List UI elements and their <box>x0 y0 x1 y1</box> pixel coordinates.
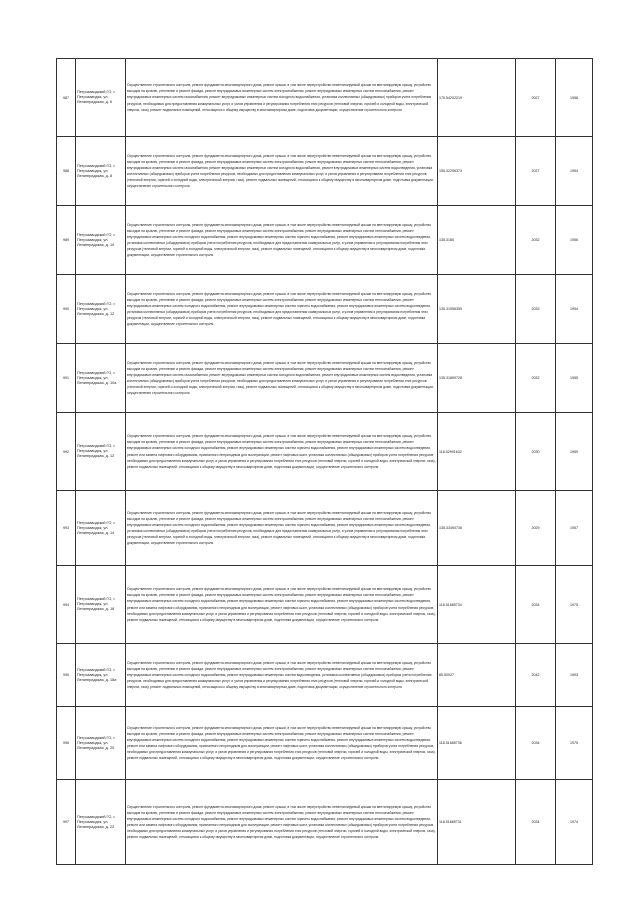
planned-year: 2034 <box>516 707 556 780</box>
table-row <box>57 491 593 566</box>
row-number: 989 <box>57 206 76 275</box>
row-number: 993 <box>57 491 76 566</box>
planned-year: 2034 <box>516 780 556 865</box>
row-number: 987 <box>57 59 76 137</box>
planned-year: 2032 <box>516 206 556 275</box>
works-table-body <box>57 59 593 865</box>
row-number: 997 <box>57 780 76 865</box>
work-cost: 118.52991632 <box>438 413 516 491</box>
build-year: 1975 <box>556 707 593 780</box>
house-address: Петрозаводский ГО, г. Петрозаводск, ул. Ленинградская, д. 8 <box>76 137 126 206</box>
house-address: Петрозаводский ГО, г. Петрозаводск, ул. Ленинградская, д. 12 <box>76 413 126 491</box>
build-year: 1954 <box>556 137 593 206</box>
work-cost: 135.33490736 <box>438 491 516 566</box>
table-row <box>57 206 593 275</box>
work-cost: 135.31899728 <box>438 344 516 413</box>
build-year: 1975 <box>556 566 593 644</box>
table-row <box>57 707 593 780</box>
table-row <box>57 644 593 707</box>
house-address: Петрозаводский ГО, г. Петрозаводск, ул. Ленинградская, д. 10 <box>76 206 126 275</box>
work-cost: 118.51689731 <box>438 780 516 865</box>
row-number: 995 <box>57 644 76 707</box>
works-description: Осуществление строительного контроля, ремонт фундамента многоквартирного дома, ремонт крыши, в том числе переустройство невентилируемой крыши на вентилируемую крышу, устройство выходов на кровлю, утепление и ремонт фасада, ремонт внутридомовых инженерных систем электроснабжения, ремонт внутридомовых инженерных систем теплоснабжения, ремонт внутридомовых инженерных систем холодного водоснабжения, ремонт внутридомовых инженерных систем водоотведения, установка коллективных (общедомовых) приборов учета потребления ресурсов, необходимых для предоставления коммунальных услуг, и узлов управления и регулирования потребления этих ресурсов (тепловой энергии, горячей и холодной воды, электрической энергии, газа), ремонт подвальных помещений, относящихся к общему имуществу в многоквартирном доме, подготовка документации, осуществление строительного контроля <box>126 644 438 707</box>
house-address: Петрозаводский ГО, г. Петрозаводск, ул. Ленинградская, д. 22 <box>76 780 126 865</box>
work-cost: 175.54202219 <box>438 59 516 137</box>
build-year: 1993 <box>556 644 593 707</box>
build-year: 1956 <box>556 206 593 275</box>
build-year: 1974 <box>556 780 593 865</box>
row-number: 996 <box>57 707 76 780</box>
build-year: 1955 <box>556 344 593 413</box>
work-cost: 118.51685734 <box>438 566 516 644</box>
house-address: Петрозаводский ГО, г. Петрозаводск, ул. Ленинградская, д. 14 <box>76 491 126 566</box>
build-year: 1954 <box>556 275 593 344</box>
table-row <box>57 275 593 344</box>
planned-year: 2030 <box>516 413 556 491</box>
works-table <box>56 58 593 865</box>
work-cost: 135.31956355 <box>438 275 516 344</box>
planned-year: 2027 <box>516 59 556 137</box>
table-row <box>57 413 593 491</box>
planned-year: 2032 <box>516 275 556 344</box>
row-number: 992 <box>57 413 76 491</box>
house-address: Петрозаводский ГО, г. Петрозаводск, ул. Ленинградская, д. 10а <box>76 344 126 413</box>
table-row <box>57 780 593 865</box>
work-cost: 135.3185 <box>438 206 516 275</box>
works-description: Осуществление строительного контроля, ремонт фундамента многоквартирного дома, ремонт крыши, в том числе переустройство невентилируемой крыши на вентилируемую крышу, устройство выходов на кровлю, утепление и ремонт фасада, ремонт внутридомовых инженерных систем электроснабжения, ремонт внутридомовых инженерных систем теплоснабжения, ремонт внутридомовых инженерных систем газоснабжения, ремонт внутридомовых инженерных систем холодного водоснабжения, ремонт внутридомовых инженерных систем водоотведения, установка коллективных (общедомовых) приборов учета потребления ресурсов, необходимых для предоставления коммунальных услуг, и узлов управления и регулирования потребления этих ресурсов (тепловой энергии, горячей и холодной воды, электрической энергии, газа), ремонт подвальных помещений, относящихся к общему имуществу в многоквартирном доме, подготовка документации, осуществление строительного контроля <box>126 137 438 206</box>
table-row <box>57 344 593 413</box>
planned-year: 2027 <box>516 137 556 206</box>
works-description: Осуществление строительного контроля, ремонт фундамента многоквартирного дома, ремонт крыши, в том числе переустройство невентилируемой крыши на вентилируемую крышу, устройство выходов на кровлю, утепление и ремонт фасада, ремонт внутридомовых инженерных систем электроснабжения, ремонт внутридомовых инженерных систем теплоснабжения, ремонт внутридомовых инженерных систем газоснабжения, ремонт внутридомовых инженерных систем холодного водоснабжения, ремонт внутридомовых инженерных систем водоотведения, установка коллективных (общедомовых) приборов учета потребления ресурсов, необходимых для предоставления коммунальных услуг, и узлов управления и регулирования потребления этих ресурсов (тепловой энергии, горячей и холодной воды, электрической энергии, газа), ремонт подвальных помещений, относящихся к общему имуществу в многоквартирном доме, подготовка документации, осуществление строительного контроля <box>126 344 438 413</box>
works-description: Осуществление строительного контроля, ремонт фундамента многоквартирного дома, ремонт крыши, в том числе переустройство невентилируемой крыши на вентилируемую крышу, устройство выходов на кровлю, утепление и ремонт фасада, ремонт внутридомовых инженерных систем электроснабжения, ремонт внутридомовых инженерных систем теплоснабжения, ремонт внутридомовых инженерных систем холодного водоснабжения, ремонт внутридомовых инженерных систем горячего водоснабжения, ремонт внутридомовых инженерных систем водоотведения, ремонт или замена лифтового оборудования, признанного непригодным для эксплуатации, ремонт лифтовых шахт, установка коллективных (общедомовых) приборов учета потребления ресурсов, необходимых для предоставления коммунальных услуг, и узлов управления и регулирования потребления этих ресурсов (тепловой энергии, горячей и холодной воды, электрической энергии, газа), ремонт подвальных помещений, относящихся к общему имуществу в многоквартирном доме, подготовка документации, осуществление строительного контроля <box>126 413 438 491</box>
works-description: Осуществление строительного контроля, ремонт фундамента многоквартирного дома, ремонт крыши, в том числе переустройство невентилируемой крыши на вентилируемую крышу, устройство выходов на кровлю, утепление и ремонт фасада, ремонт внутридомовых инженерных систем электроснабжения, ремонт внутридомовых инженерных систем теплоснабжения, ремонт внутридомовых инженерных систем холодного водоснабжения, ремонт внутридомовых инженерных систем горячего водоснабжения, ремонт внутридомовых инженерных систем водоотведения, установка коллективных (общедомовых) приборов учета потребления ресурсов, необходимых для предоставления коммунальных услуг, и узлов управления и регулирования потребления этих ресурсов (тепловой энергии, горячей и холодной воды, электрической энергии, газа), ремонт подвальных помещений, относящихся к общему имуществу в многоквартирном доме, подготовка документации, осуществление строительного контроля <box>126 491 438 566</box>
table-row <box>57 59 593 137</box>
row-number: 988 <box>57 137 76 206</box>
house-address: Петрозаводский ГО, г. Петрозаводск, ул. Ленинградская, д. 20 <box>76 707 126 780</box>
work-cost: 118.51685736 <box>438 707 516 780</box>
work-cost: 155.32296373 <box>438 137 516 206</box>
work-cost: 85.50027 <box>438 644 516 707</box>
row-number: 994 <box>57 566 76 644</box>
build-year: 1957 <box>556 491 593 566</box>
build-year: 1959 <box>556 413 593 491</box>
row-number: 990 <box>57 275 76 344</box>
works-description: Осуществление строительного контроля, ремонт фундамента многоквартирного дома, ремонт крыши, в том числе переустройство невентилируемой крыши на вентилируемую крышу, устройство выходов на кровлю, утепление и ремонт фасада, ремонт внутридомовых инженерных систем электроснабжения, ремонт внутридомовых инженерных систем теплоснабжения, ремонт внутридомовых инженерных систем холодного водоснабжения, ремонт внутридомовых инженерных систем горячего водоснабжения, ремонт внутридомовых инженерных систем водоотведения, ремонт или замена лифтового оборудования, признанного непригодным для эксплуатации, ремонт лифтовых шахт, установка коллективных (общедомовых) приборов учета потребления ресурсов, необходимых для предоставления коммунальных услуг, и узлов управления и регулирования потребления этих ресурсов (тепловой энергии, горячей и холодной воды, электрической энергии, газа), ремонт подвальных помещений, относящихся к общему имуществу в многоквартирном доме, подготовка документации, осуществление строительного контроля <box>126 780 438 865</box>
works-description: Осуществление строительного контроля, ремонт фундамента многоквартирного дома, ремонт крыши, в том числе переустройство невентилируемой крыши на вентилируемую крышу, устройство выходов на кровлю, утепление и ремонт фасада, ремонт внутридомовых инженерных систем электроснабжения, ремонт внутридомовых инженерных систем теплоснабжения, ремонт внутридомовых инженерных систем газоснабжения, ремонт внутридомовых инженерных систем холодного водоснабжения, установка коллективных (общедомовых) приборов учета потребления ресурсов, необходимых для предоставления коммунальных услуг, и узлов управления и регулирования потребления этих ресурсов (тепловой энергии, горячей и холодной воды, электрической энергии, газа), ремонт подвальных помещений, относящихся к общему имуществу в многоквартирном доме, подготовка документации, осуществление строительного контроля <box>126 59 438 137</box>
build-year: 1958 <box>556 59 593 137</box>
planned-year: 2034 <box>516 566 556 644</box>
row-number: 991 <box>57 344 76 413</box>
works-description: Осуществление строительного контроля, ремонт фундамента многоквартирного дома, ремонт крыши, в том числе переустройство невентилируемой крыши на вентилируемую крышу, устройство выходов на кровлю, утепление и ремонт фасада, ремонт внутридомовых инженерных систем электроснабжения, ремонт внутридомовых инженерных систем теплоснабжения, ремонт внутридомовых инженерных систем холодного водоснабжения, ремонт внутридомовых инженерных систем горячего водоснабжения, ремонт внутридомовых инженерных систем водоотведения, установка коллективных (общедомовых) приборов учета потребления ресурсов, необходимых для предоставления коммунальных услуг, и узлов управления и регулирования потребления этих ресурсов (тепловой энергии, горячей и холодной воды, электрической энергии, газа), ремонт подвальных помещений, относящихся к общему имуществу в многоквартирном доме, подготовка документации, осуществление строительного контроля <box>126 206 438 275</box>
house-address: Петрозаводский ГО, г. Петрозаводск, ул. Ленинградская, д. 6 <box>76 59 126 137</box>
planned-year: 2042 <box>516 644 556 707</box>
table-row <box>57 137 593 206</box>
planned-year: 2029 <box>516 491 556 566</box>
table-row <box>57 566 593 644</box>
works-description: Осуществление строительного контроля, ремонт фундамента многоквартирного дома, ремонт крыши, в том числе переустройство невентилируемой крыши на вентилируемую крышу, устройство выходов на кровлю, утепление и ремонт фасада, ремонт внутридомовых инженерных систем электроснабжения, ремонт внутридомовых инженерных систем теплоснабжения, ремонт внутридомовых инженерных систем холодного водоснабжения, ремонт внутридомовых инженерных систем горячего водоснабжения, ремонт внутридомовых инженерных систем водоотведения, установка коллективных (общедомовых) приборов учета потребления ресурсов, необходимых для предоставления коммунальных услуг, и узлов управления и регулирования потребления этих ресурсов (тепловой энергии, горячей и холодной воды, электрической энергии, газа), ремонт подвальных помещений, относящихся к общему имуществу в многоквартирном доме, подготовка документации, осуществление строительного контроля <box>126 275 438 344</box>
works-description: Осуществление строительного контроля, ремонт фундамента многоквартирного дома, ремонт крыши, в том числе переустройство невентилируемой крыши на вентилируемую крышу, устройство выходов на кровлю, утепление и ремонт фасада, ремонт внутридомовых инженерных систем электроснабжения, ремонт внутридомовых инженерных систем теплоснабжения, ремонт внутридомовых инженерных систем холодного водоснабжения, ремонт внутридомовых инженерных систем горячего водоснабжения, ремонт внутридомовых инженерных систем водоотведения, ремонт или замена лифтового оборудования, признанного непригодным для эксплуатации, ремонт лифтовых шахт, установка коллективных (общедомовых) приборов учета потребления ресурсов, необходимых для предоставления коммунальных услуг, и узлов управления и регулирования потребления этих ресурсов (тепловой энергии, горячей и холодной воды, электрической энергии, газа), ремонт подвальных помещений, относящихся к общему имуществу в многоквартирном доме, подготовка документации, осуществление строительного контроля <box>126 707 438 780</box>
works-description: Осуществление строительного контроля, ремонт фундамента многоквартирного дома, ремонт крыши, в том числе переустройство невентилируемой крыши на вентилируемую крышу, устройство выходов на кровлю, утепление и ремонт фасада, ремонт внутридомовых инженерных систем электроснабжения, ремонт внутридомовых инженерных систем теплоснабжения, ремонт внутридомовых инженерных систем холодного водоснабжения, ремонт внутридомовых инженерных систем горячего водоснабжения, ремонт внутридомовых инженерных систем водоотведения, ремонт или замена лифтового оборудования, признанного непригодным для эксплуатации, ремонт лифтовых шахт, установка коллективных (общедомовых) приборов учета потребления ресурсов, необходимых для предоставления коммунальных услуг, и узлов управления и регулирования потребления этих ресурсов (тепловой энергии, горячей и холодной воды, электрической энергии, газа), ремонт подвальных помещений, относящихся к общему имуществу в многоквартирном доме, подготовка документации, осуществление строительного контроля <box>126 566 438 644</box>
house-address: Петрозаводский ГО, г. Петрозаводск, ул. Ленинградская, д. 12 <box>76 275 126 344</box>
house-address: Петрозаводский ГО, г. Петрозаводск, ул. Ленинградская, д. 18а <box>76 644 126 707</box>
planned-year: 2032 <box>516 344 556 413</box>
house-address: Петрозаводский ГО, г. Петрозаводск, ул. Ленинградская, д. 18 <box>76 566 126 644</box>
